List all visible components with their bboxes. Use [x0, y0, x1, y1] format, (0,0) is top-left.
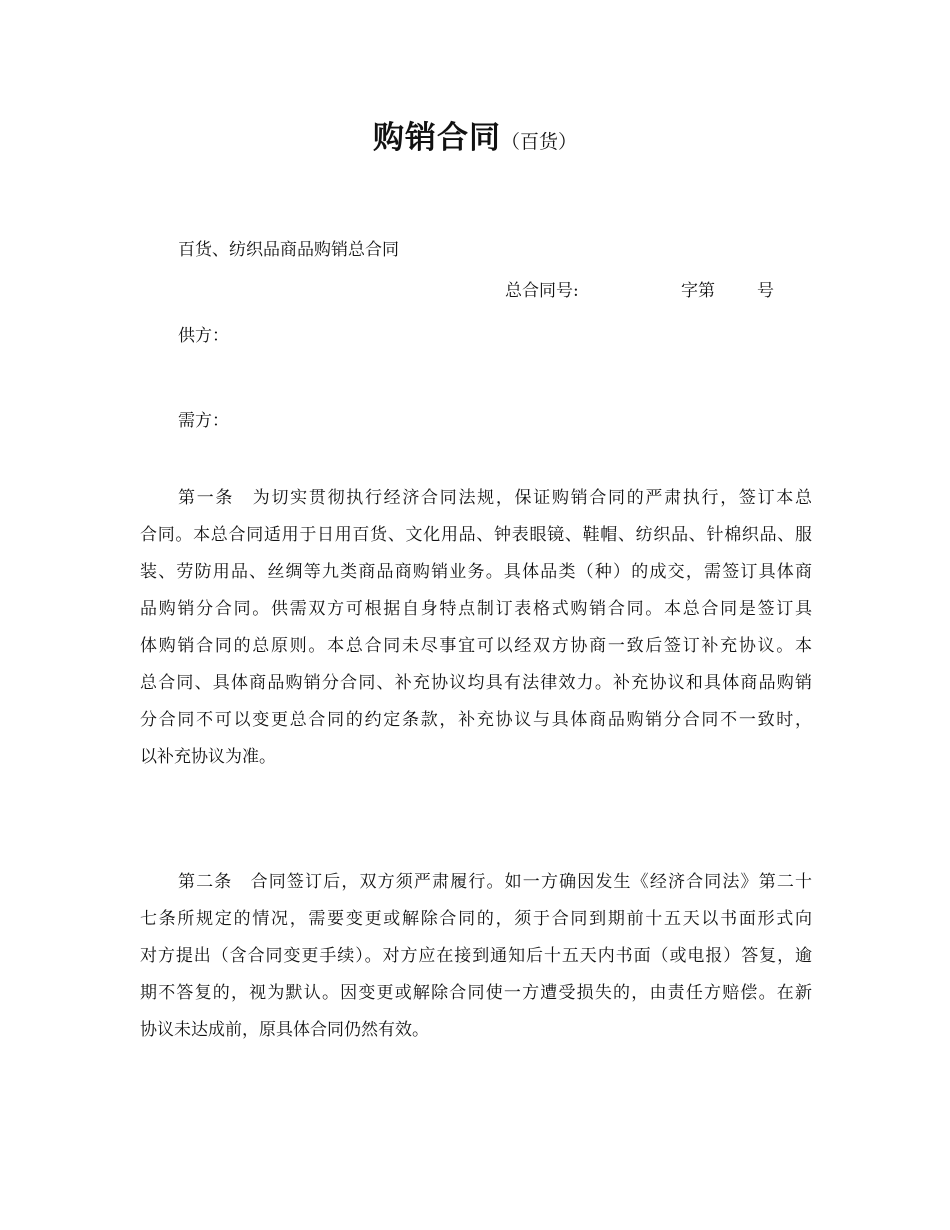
article-2-line: 期不答复的，视为默认。因变更或解除合同使一方遭受损失的，由责任方赔偿。在新 — [140, 983, 812, 1003]
article-1-line: 总合同、具体商品购销分合同、补充协议均具有法律效力。补充协议和具体商品购销 — [140, 673, 812, 693]
article-1 — [140, 480, 812, 776]
article-1-line: 品购销分合同。供需双方可根据自身特点制订表格式购销合同。本总合同是签订具 — [140, 599, 812, 619]
article-2-line: 第二条 合同签订后，双方须严肃履行。如一方确因发生《经济合同法》第二十 — [178, 872, 812, 892]
article-2-line: 协议未达成前，原具体合同仍然有效。 — [140, 1020, 429, 1040]
article-1-line: 第一条 为切实贯彻执行经济合同法规，保证购销合同的严肃执行，签订本总 — [178, 488, 812, 508]
article-1-line: 以补充协议为准。 — [140, 747, 276, 767]
buyer-label: 需方： — [178, 411, 229, 431]
article-1-line: 合同。本总合同适用于日用百货、文化用品、钟表眼镜、鞋帽、纺织品、针棉织品、服 — [140, 525, 812, 545]
title-suffix: （百货） — [500, 131, 577, 153]
article-1-line: 分合同不可以变更总合同的约定条款，补充协议与具体商品购销分合同不一致时， — [140, 710, 812, 730]
contract-number-suffix: 号 — [757, 281, 774, 301]
contract-number-label: 总合同号: — [505, 281, 579, 301]
title-main: 购销合同 — [372, 120, 501, 156]
supplier-label: 供方： — [178, 326, 229, 346]
article-1-line: 体购销合同的总原则。本总合同未尽事宜可以经双方协商一致后签订补充协议。本 — [140, 636, 812, 656]
document-title — [0, 112, 950, 157]
contract-word-label: 字第 — [681, 281, 715, 301]
article-1-line: 装、劳防用品、丝绸等九类商品商购销业务。具体品类（种）的成交，需签订具体商 — [140, 562, 812, 582]
contract-subtitle: 百货、纺织品商品购销总合同 — [178, 240, 399, 260]
article-2 — [140, 864, 812, 1049]
article-2-line: 七条所规定的情况，需要变更或解除合同的，须于合同到期前十五天以书面形式向 — [140, 909, 812, 929]
article-2-line: 对方提出（含合同变更手续）。对方应在接到通知后十五天内书面（或电报）答复，逾 — [140, 946, 812, 966]
